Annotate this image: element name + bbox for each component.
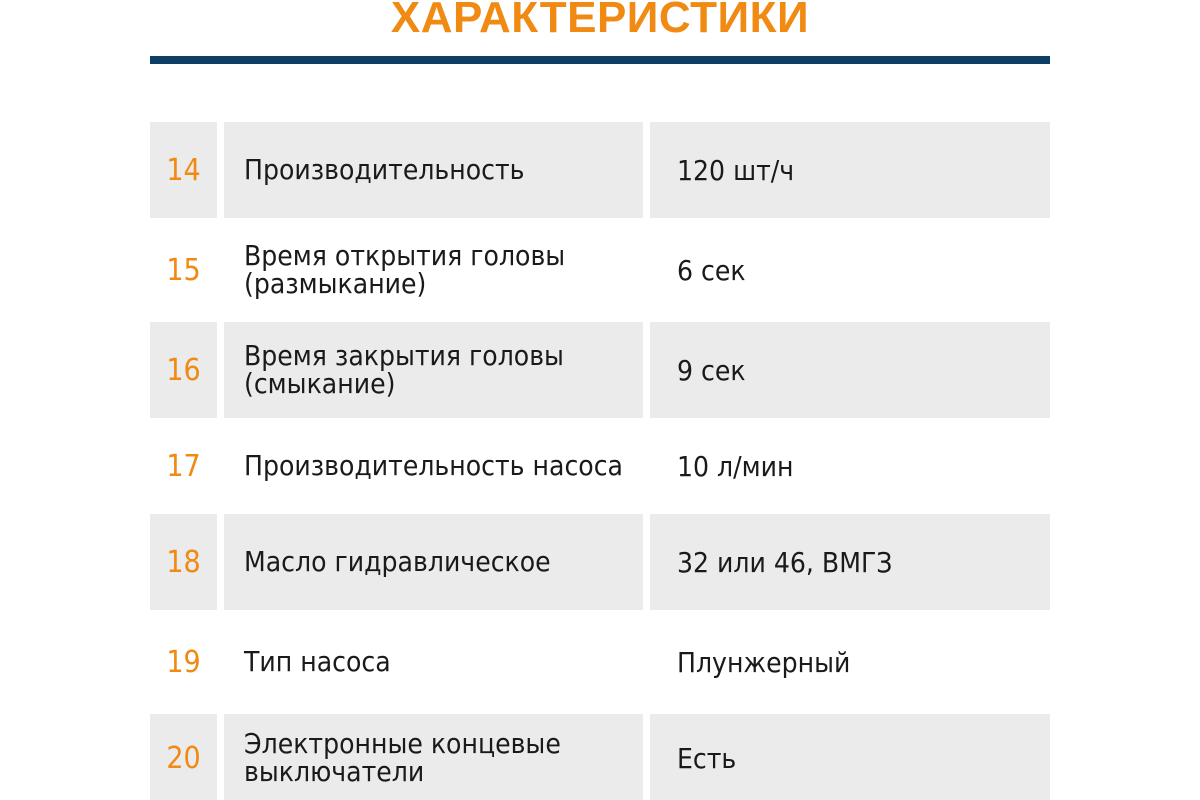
spec-row bbox=[150, 418, 1050, 514]
spec-row-number: 19 bbox=[166, 644, 201, 680]
spec-row-name: Время открытия головы (размыкание) bbox=[244, 239, 566, 300]
spec-row-value: 32 или 46, ВМГЗ bbox=[650, 514, 1050, 610]
spec-row-value: Есть bbox=[650, 714, 1050, 800]
spec-row-name: Масло гидравлическое bbox=[224, 514, 643, 610]
spec-row bbox=[150, 610, 1050, 714]
spec-row-value: 10 л/мин bbox=[677, 449, 794, 483]
spec-row-number: 17 bbox=[166, 448, 201, 484]
spec-row-number: 20 bbox=[150, 714, 217, 800]
spec-row bbox=[150, 218, 1050, 322]
spec-row-name: Электронные концевые выключатели bbox=[224, 714, 643, 800]
spec-row-number: 15 bbox=[166, 252, 201, 288]
spec-row bbox=[150, 514, 1050, 610]
spec-row bbox=[150, 322, 1050, 418]
spec-row-value: Плунжерный bbox=[677, 645, 851, 679]
spec-row-name: Тип насоса bbox=[244, 645, 391, 678]
spec-table bbox=[150, 122, 1050, 800]
spec-row-value: 9 сек bbox=[650, 322, 1050, 418]
spec-row-name: Производительность bbox=[224, 122, 643, 218]
spec-row bbox=[150, 714, 1050, 800]
spec-row-value: 120 шт/ч bbox=[650, 122, 1050, 218]
page-title: ХАРАКТЕРИСТИКИ bbox=[390, 0, 810, 42]
spec-row-number: 14 bbox=[150, 122, 217, 218]
spec-row-number: 18 bbox=[150, 514, 217, 610]
spec-row-value: 6 сек bbox=[677, 253, 746, 287]
spec-row bbox=[150, 122, 1050, 218]
spec-row-name: Время закрытия головы (смыкание) bbox=[224, 322, 643, 418]
spec-row-name: Производительность насоса bbox=[244, 449, 623, 482]
title-underline bbox=[150, 56, 1050, 64]
spec-row-number: 16 bbox=[150, 322, 217, 418]
